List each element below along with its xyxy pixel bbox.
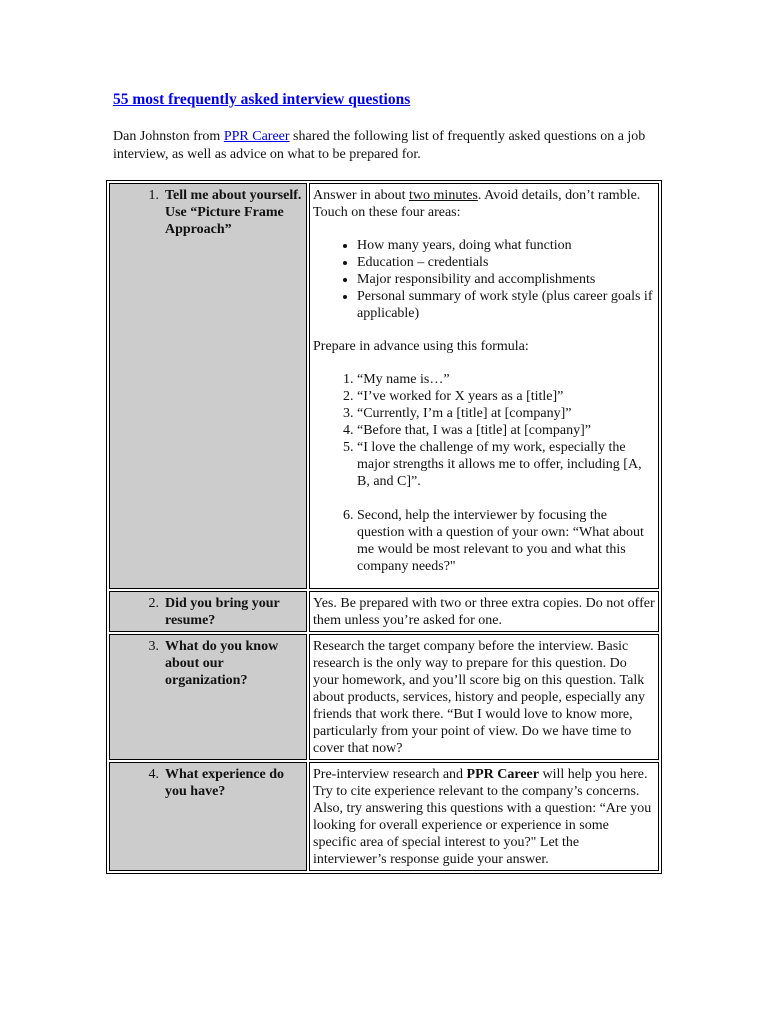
question-cell bbox=[109, 591, 307, 632]
list-item: 5. “I love the challenge of my work, especially the major strengths it allows me to offer, including [A, B, and C]”. bbox=[357, 439, 655, 490]
answer-text-part: will help you here. Try to cite experience relevant to the company’s concerns. Also, try answering this questions with a question: “Are you looking for overall experience or experience in some specific area of special interest to you?" Let the interviewer’s response guide your answer. bbox=[313, 767, 652, 867]
answer-text bbox=[313, 766, 655, 868]
question-cell bbox=[109, 762, 307, 871]
answer-cell bbox=[309, 183, 659, 589]
table-row bbox=[109, 591, 659, 632]
list-item: 3. “Currently, I’m a [title] at [company]” bbox=[357, 405, 655, 422]
ppr-career-link[interactable]: PPR Career bbox=[223, 129, 290, 144]
list-item: • How many years, doing what function bbox=[357, 237, 655, 254]
answer-text: Research the target company before the interview. Basic research is the only way to prepare for this question. Do your homework, and you’ll score big on this question. Talk about products, services, history and people, especially any friends that work there. “But I would love to know more, particularly from your point of view. Do we have time to cover that now? bbox=[313, 639, 646, 756]
list-item: • Personal summary of work style (plus career goals if applicable) bbox=[357, 288, 655, 322]
list-item: • Education – credentials bbox=[357, 254, 655, 271]
question-text: What experience do you have? bbox=[165, 767, 284, 799]
question-number: 4. bbox=[148, 767, 159, 782]
table-row bbox=[109, 634, 659, 760]
question-cell bbox=[109, 634, 307, 760]
question-text: Did you bring your resume? bbox=[165, 596, 280, 628]
question-number: 2. bbox=[148, 596, 159, 611]
answer-text-part: . Avoid details, don’t ramble. Touch on these four areas: bbox=[313, 188, 641, 220]
intro-text-after: shared the following list of frequently asked questions on a job interview, as well as advice on what to be prepared for. bbox=[113, 129, 646, 162]
list-item: 4. “Before that, I was a [title] at [company]” bbox=[357, 422, 655, 439]
list-item: 6. Second, help the interviewer by focusing the question with a question of your own: “What about me would be most relevant to you and what this company needs?" bbox=[357, 507, 655, 575]
document-title: 55 most frequently asked interview questions bbox=[113, 91, 411, 108]
table-row bbox=[109, 183, 659, 589]
list-item: • Major responsibility and accomplishments bbox=[357, 271, 655, 288]
questions-table bbox=[106, 180, 662, 874]
answer-text bbox=[313, 187, 655, 221]
intro-paragraph bbox=[113, 128, 673, 164]
intro-text-before: Dan Johnston from bbox=[113, 129, 224, 144]
answer-text: Yes. Be prepared with two or three extra copies. Do not offer them unless you’re asked for one. bbox=[313, 596, 655, 628]
bullet-list bbox=[313, 237, 655, 322]
answer-cell bbox=[309, 634, 659, 760]
question-text: What do you know about our organization? bbox=[165, 639, 279, 688]
formula-intro: Prepare in advance using this formula: bbox=[313, 339, 529, 354]
answer-underlined-text: two minutes bbox=[409, 188, 478, 203]
formula-list bbox=[313, 371, 655, 575]
answer-cell bbox=[309, 762, 659, 871]
table-row bbox=[109, 762, 659, 871]
question-text: Tell me about yourself. Use “Picture Frame Approach” bbox=[165, 188, 302, 237]
question-cell bbox=[109, 183, 307, 589]
answer-cell bbox=[309, 591, 659, 632]
question-number: 1. bbox=[148, 188, 159, 203]
list-item: 2. “I’ve worked for X years as a [title]” bbox=[357, 388, 655, 405]
list-item: 1. “My name is…” bbox=[357, 371, 655, 388]
answer-text-part: Answer in about bbox=[313, 188, 410, 203]
question-number: 3. bbox=[148, 639, 159, 654]
answer-bold-text: PPR Career bbox=[466, 767, 539, 782]
answer-text-part: Pre-interview research and bbox=[313, 767, 467, 782]
